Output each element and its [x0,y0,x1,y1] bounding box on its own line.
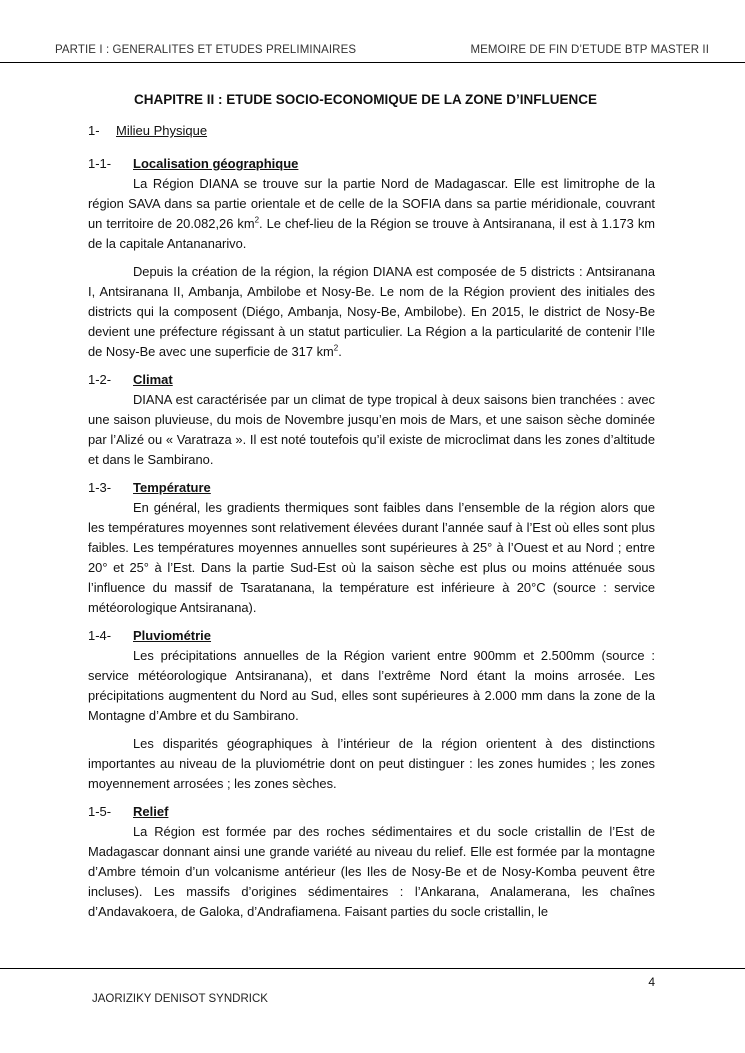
chapter-title: CHAPITRE II : ETUDE SOCIO-ECONOMIQUE DE LA ZONE D’INFLUENCE [134,92,598,107]
footer-divider [0,968,745,969]
paragraph: La Région est formée par des roches sédimentaires et du socle cristallin de l’Est de Madagascar donnant ainsi une grande variété au niveau du relief. Elle est formée par la montagne d’Ambre témoin d’un volcanisme antérieur (les Iles de Nosy-Be et de Nosy-Komba peuvent être incluses). Les massifs d’origines sédimentaires : l’Ankarana, Analamerana, les chaînes d’Andavakoera, de Galoka, d’Andrafiamena. Faisant parties du socle cristallin, le [88,824,655,919]
section-localisation [88,154,655,362]
page-body [88,92,655,922]
paragraph: La Région DIANA se trouve sur la partie Nord de Madagascar. Elle est limitrophe de la région SAVA dans sa partie orientale et de celle de la SOFIA dans sa partie méridionale, couvrant un territoire de 20.082,26 $km^2$. Le chef-lieu de la Région se trouve à Antsiranana, il est à 1.173 km de la capitale Antananarivo. [88,176,655,251]
paragraph: DIANA est caractérisée par un climat de type tropical à deux saisons bien tranchées : avec une saison pluvieuse, du mois de Novembre jusqu’en mois de Mars, et une saison sèche dominée par l’Alizé ou « Varatraza ». Il est noté toutefois qu’il existe de microclimat dans les zones d’altitude et dans le Sambirano. [88,392,655,467]
section-number: 1-1- [88,156,112,171]
section-heading [88,626,655,646]
page-header [0,44,745,62]
section-title: Pluviométrie [133,628,212,643]
section-heading [88,154,655,174]
heading-title: Milieu Physique [116,123,208,138]
header-part-title: PARTIE I : GENERALITES ET ETUDES PRELIMINAIRES [55,44,357,56]
section-number: 1-5- [88,804,112,819]
section-heading [88,478,655,498]
paragraph: Les disparités géographiques à l’intérieur de la région orientent à des distinctions importantes au niveau de la pluviométrie dont on peut distinguer : les zones humides ; les zones moyennement arrosées ; les zones sèches. [88,736,655,791]
header-document-title: MEMOIRE DE FIN D’ETUDE BTP MASTER II [470,44,709,56]
paragraph: En général, les gradients thermiques sont faibles dans l’ensemble de la région alors que les températures moyennes sont relativement élevées durant l’année sauf à l’Est où elles sont plus faibles. Les températures moyennes annuelles sont supérieures à 25° à l’Ouest et au Nord ; entre 20° et 25° à l’Est. Dans la partie Sud-Est où la saison sèche est plus ou moins atténuée sous l’influence du massif de Tsaratanana, la température est inférieure à 20°C (source : service météorologique Antsiranana). [88,500,655,615]
section-title: Localisation géographique [133,156,299,171]
heading-number: 1- [88,123,100,138]
section-heading [88,802,655,822]
paragraph: Depuis la création de la région, la région DIANA est composée de 5 districts : Antsiranana I, Antsiranana II, Ambanja, Ambilobe et Nosy-Be. Le nom de la Région provient des initiales des districts qui la composent (Diégo, Ambanja, Nosy-Be, Ambilobe). En 2015, le district de Nosy-Be devient une préfecture régissant à un statut particulier. La Région a la particularité de contenir l’Ile de Nosy-Be avec une superficie de 317 $km^2$. [88,264,655,359]
heading-milieu-physique [88,123,655,138]
section-title: Climat [133,372,173,387]
section-title: Relief [133,804,169,819]
section-title: Température [133,480,211,495]
section-number: 1-3- [88,480,112,495]
page-number: 4 [648,975,655,989]
footer-author: JAORIZIKY DENISOT SYNDRICK [92,993,268,1005]
section-temperature [88,478,655,618]
header-divider [0,62,745,63]
section-number: 1-2- [88,372,112,387]
section-climat [88,370,655,470]
section-relief [88,802,655,922]
section-pluviometrie [88,626,655,794]
section-number: 1-4- [88,628,112,643]
section-heading [88,370,655,390]
paragraph: Les précipitations annuelles de la Région varient entre 900mm et 2.500mm (source : service météorologique Antsiranana), et dans l’extrême Nord étant la moins arrosée. Les précipitations augmentent du Nord au Sud, elles sont supérieures à 2.000 mm dans la zone de la Montagne d’Ambre et du Sambirano. [88,648,655,723]
